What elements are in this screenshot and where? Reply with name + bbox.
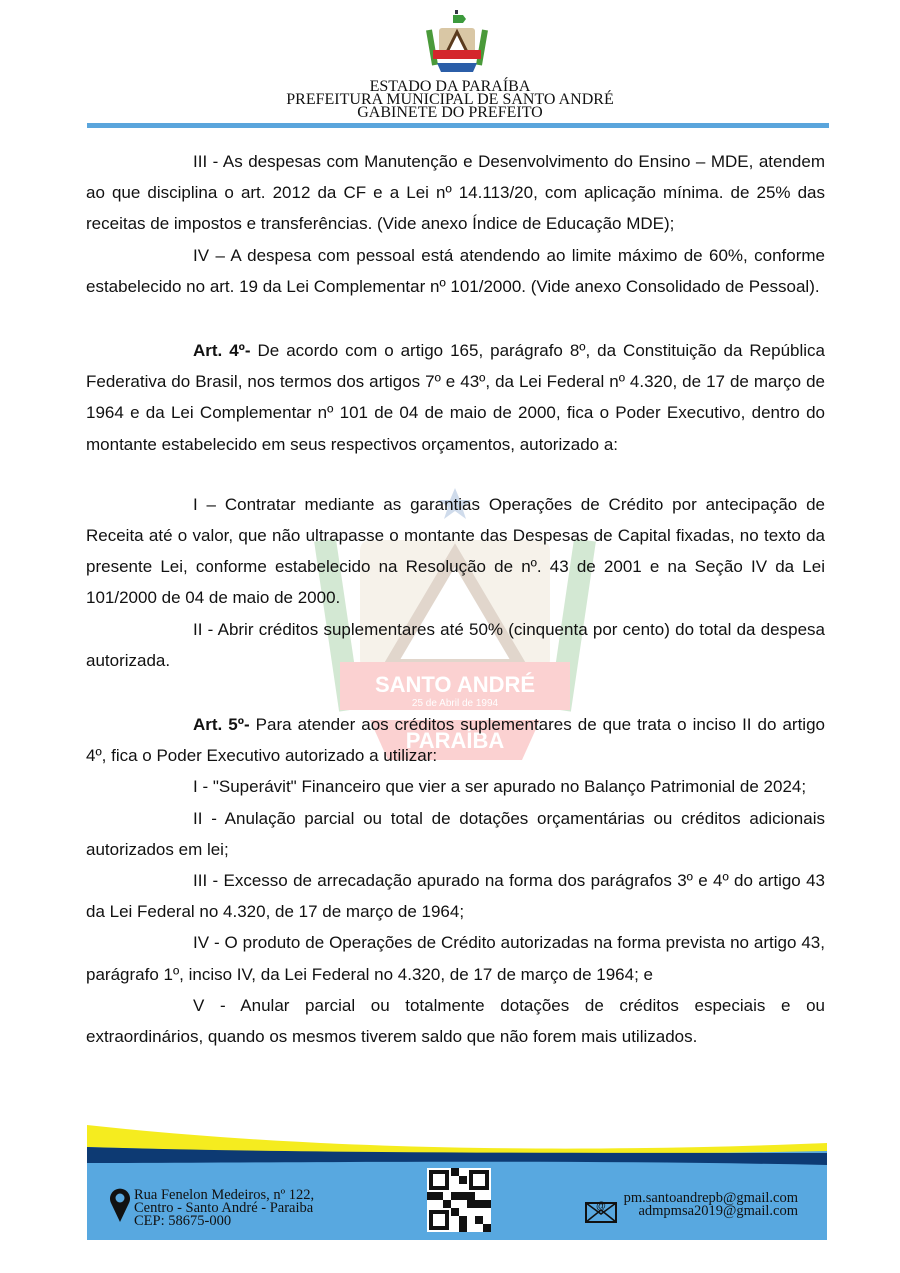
- article-5-item-iii: III - Excesso de arrecadação apurado na forma dos parágrafos 3º e 4º do artigo 43 da Lei Federal no 4.320, de 17 de março de 1964;: [86, 871, 825, 922]
- article-5-item-ii: II - Anulação parcial ou total de dotações orçamentárias ou créditos adicionais autorizados em lei;: [86, 808, 825, 859]
- footer-address-line3: CEP: 58675-000: [134, 1213, 232, 1229]
- article-5-item-i: I - "Superávit" Financeiro que vier a ser apurado no Balanço Patrimonial de 2024;: [193, 777, 807, 797]
- watermark-city: SANTO ANDRÉ: [374, 672, 536, 697]
- watermark-date: 25 de Abril de 1994: [411, 698, 499, 709]
- paragraph-mde: III - As despesas com Manutenção e Desenvolvimento do Ensino – MDE, atendem ao que disciplina o art. 2012 da CF e a Lei nº 14.113/20, com aplicação mínima. de 25% das receitas de impostos e transferências. (Vide anexo Índice de Educação MDE);: [86, 152, 825, 234]
- article-5-item-v: V - Anular parcial ou totalmente dotações de créditos especiais e ou extraordinários, quando os mesmos tiverem saldo que não forem mais utilizados.: [86, 995, 825, 1047]
- location-pin-icon: [109, 1187, 131, 1223]
- article-5-label: Art. 5º-: [193, 715, 250, 735]
- header-prefeitura: PREFEITURA MUNICIPAL DE SANTO ANDRÉ: [286, 91, 614, 108]
- article-4-label: Art. 4º-: [193, 341, 251, 361]
- article-5-text: Para atender aos créditos suplementares de que trata o inciso II do artigo 4º, fica o Poder Executivo autorizado a utilizar:: [86, 715, 825, 766]
- footer-banner: [87, 1125, 827, 1240]
- qr-code-icon: [427, 1167, 491, 1233]
- paragraph-pessoal: IV – A despesa com pessoal está atendendo ao limite máximo de 60%, conforme estabelecido no art. 19 da Lei Complementar nº 101/2000. (Vide anexo Consolidado de Pessoal).: [86, 245, 825, 296]
- article-5: [86, 709, 825, 771]
- watermark-state: PARAÍBA: [405, 728, 505, 753]
- article-4-text: De acordo com o artigo 165, parágrafo 8º, da Constituição da República Federativa do Brasil, nos termos dos artigos 7º e 43º, da Lei Federal nº 4.320, de 17 de março de 1964 e da Lei Complementar nº 101 de 04 de maio de 2000, fica o Poder Executivo, dentro do montante estabelecido em seus respectivos orçamentos, autorizado a:: [86, 341, 826, 454]
- article-4-item-ii: II - Abrir créditos suplementares até 50% (cinquenta por cento) do total da despesa autorizada.: [86, 619, 825, 670]
- article-5-item-iv: IV - O produto de Operações de Crédito autorizadas na forma prevista no artigo 43, parágrafo 1º, inciso IV, da Lei Federal no 4.320, de 17 de março de 1964; e: [86, 933, 825, 984]
- footer-email-2[interactable]: admpmsa2019@gmail.com: [638, 1203, 798, 1219]
- municipal-crest-logo: [425, 10, 489, 76]
- article-4-item-i: I – Contratar mediante as garantias Operações de Crédito por antecipação de Receita até o valor, que não ultrapasse o montante das Despesas de Capital fixadas, no texto da presente Lei, conforme estabelecido na Resolução de nº. 43 de 2001 e na Seção IV da Lei 101/2000 de 04 de maio de 2000.: [86, 494, 825, 608]
- header-gabinete: GABINETE DO PREFEITO: [357, 104, 543, 121]
- header-state: ESTADO DA PARAÍBA: [369, 78, 531, 95]
- footer-email-1[interactable]: pm.santoandrepb@gmail.com: [623, 1190, 798, 1206]
- footer-address-line1: Rua Fenelon Medeiros, nº 122,: [134, 1187, 315, 1203]
- document-body: [86, 146, 825, 1052]
- svg-text:@: @: [595, 1201, 607, 1212]
- header-divider: [87, 123, 829, 128]
- article-4: [86, 335, 825, 460]
- email-envelope-icon: [585, 1197, 617, 1223]
- footer-address-line2: Centro - Santo André - Paraiba: [134, 1200, 314, 1216]
